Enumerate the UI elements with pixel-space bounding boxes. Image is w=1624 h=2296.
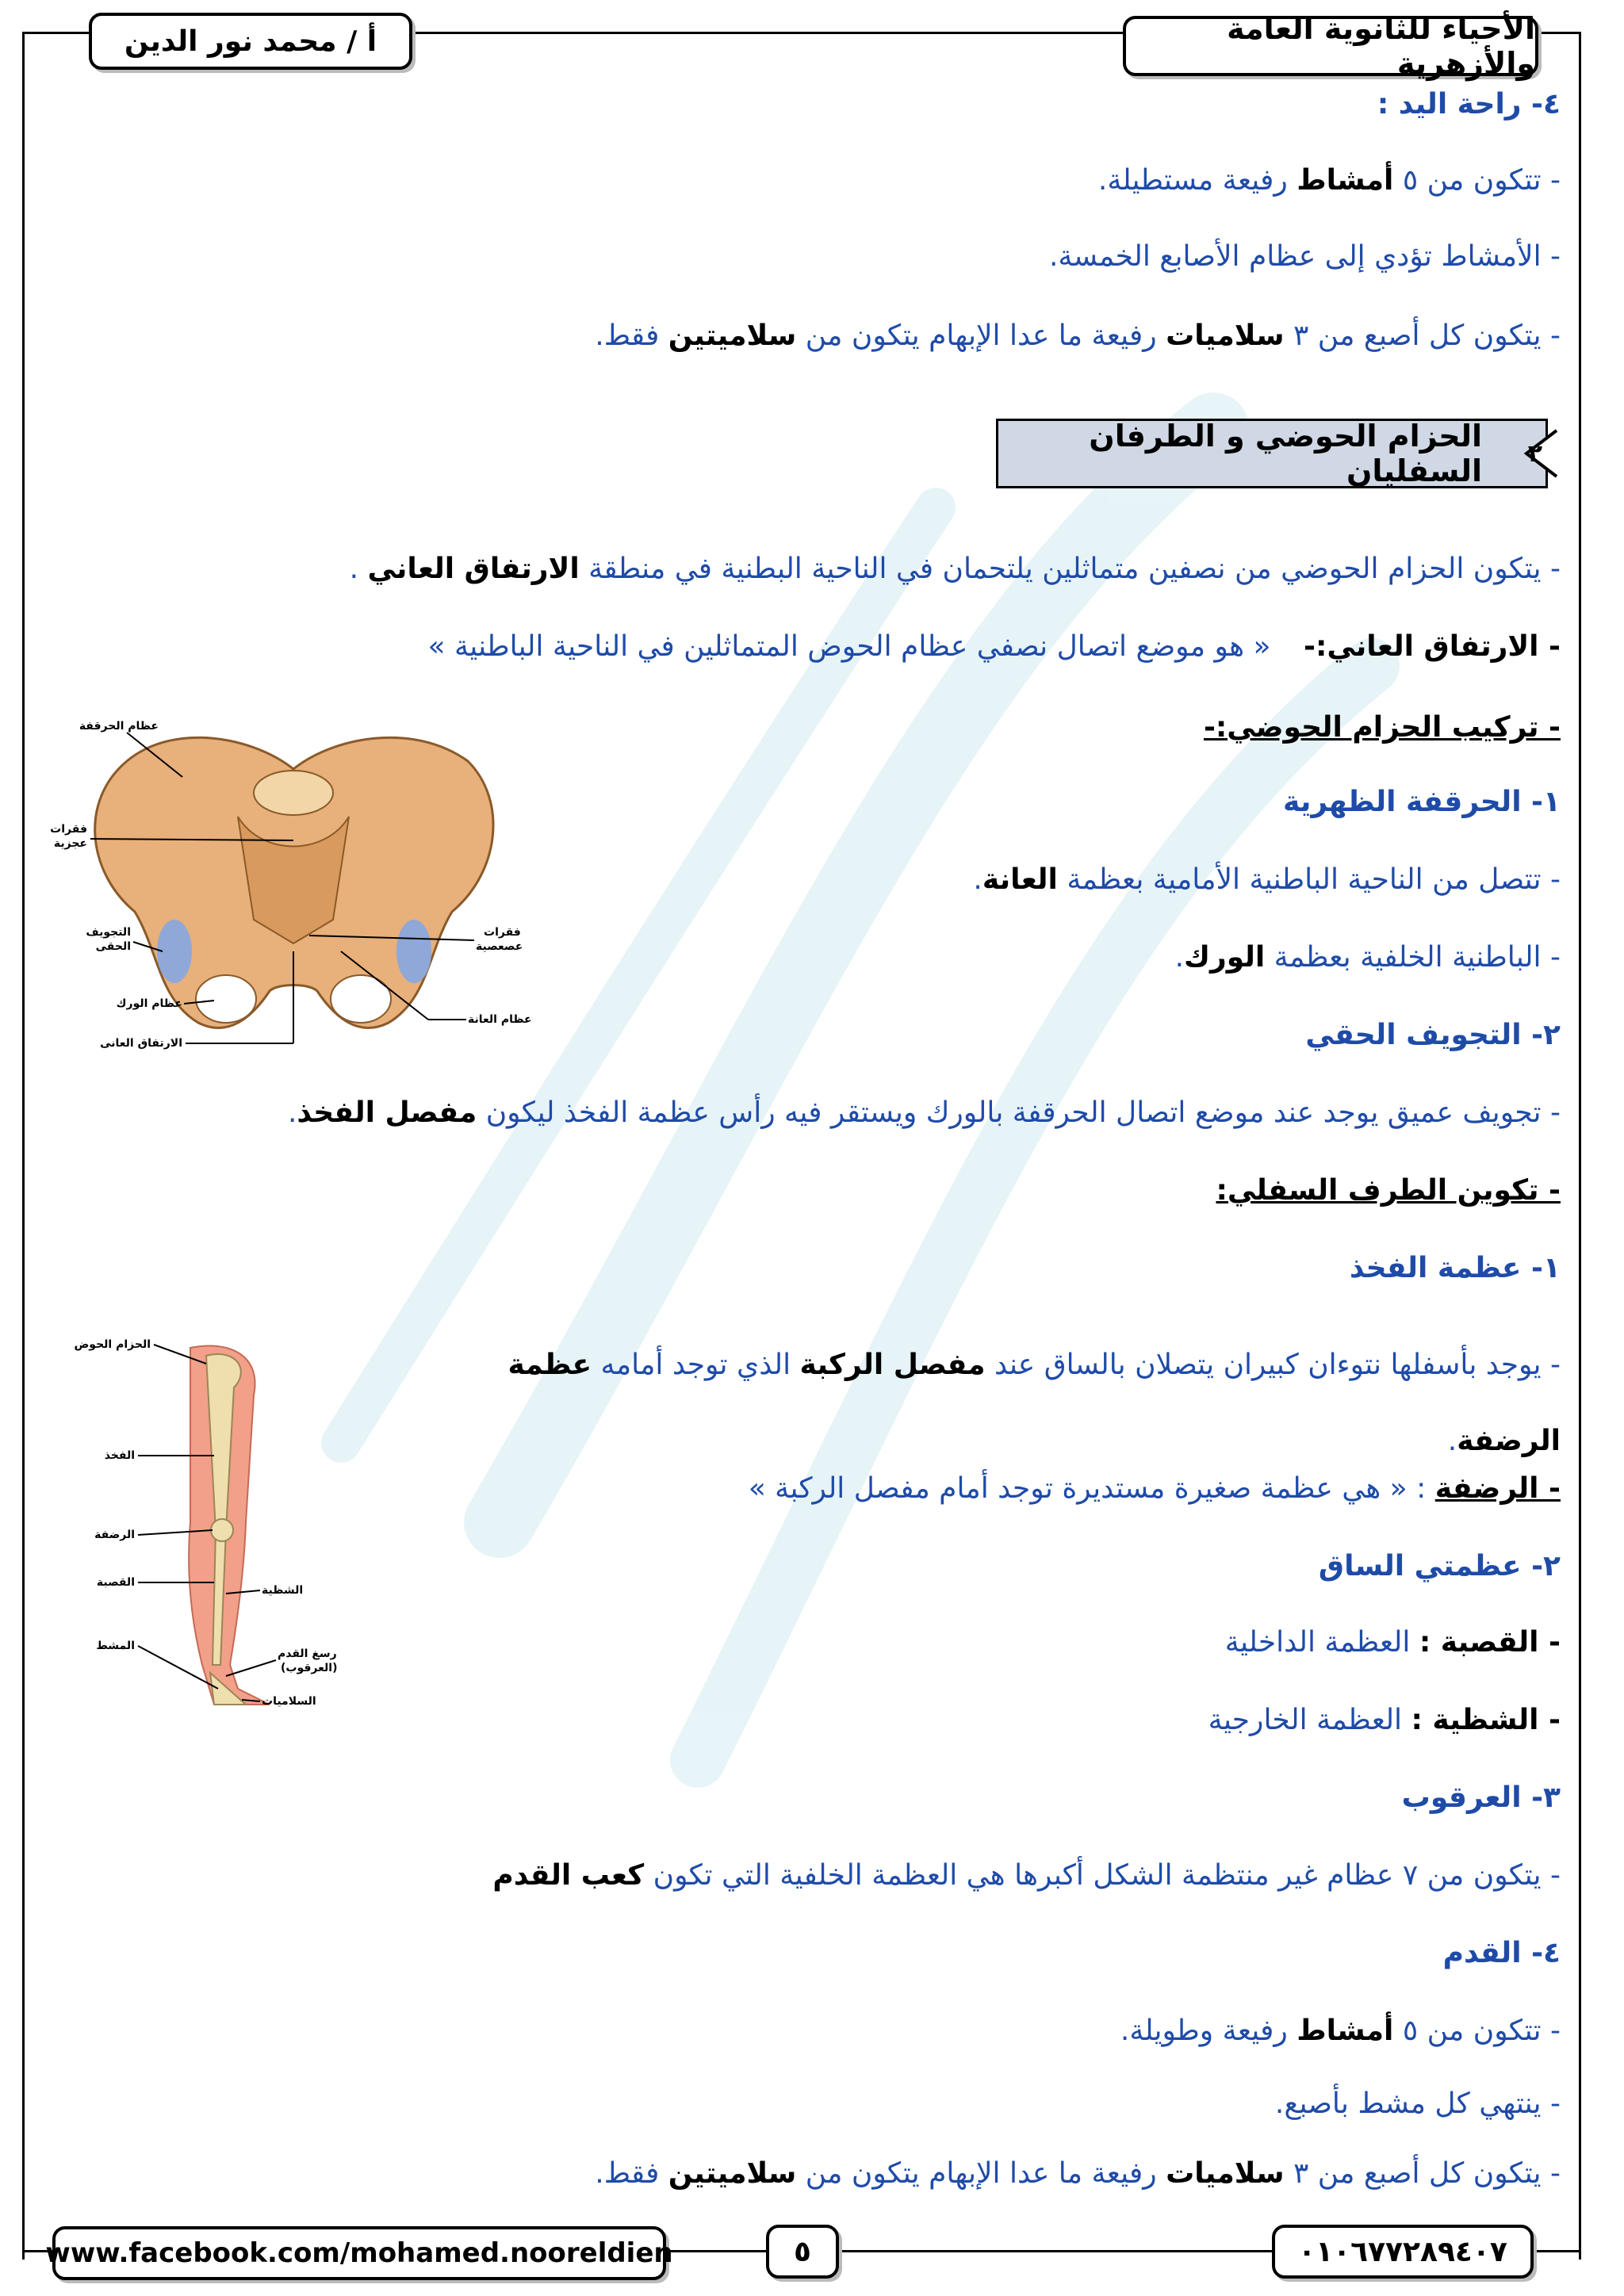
label-ischium: عظام الورك: [116, 997, 182, 1010]
palm-line-1: - تتكون من ٥ أمشاط رفيعة مستطيلة.: [1097, 164, 1561, 197]
tarsus-line: - يتكون من ٧ عظام غير منتظمة الشكل أكبرها هي العظمة الخلفية التي تكون كعب القدم: [492, 1859, 1561, 1892]
label-metatarsal: المشط: [96, 1640, 135, 1652]
label-femur: الفخذ: [104, 1449, 135, 1462]
label-sacral-2: عجزية: [53, 837, 87, 850]
ilium-heading: ١- الحرقفة الظهرية: [1283, 786, 1561, 818]
footer-page-number: ٥: [794, 2235, 811, 2268]
label-fibula: الشظية: [262, 1584, 304, 1597]
foot-heading: ٤- القدم: [1442, 1937, 1561, 1969]
label-acetabulum-1: التجويف: [86, 926, 131, 939]
label-coccyx-2: عصعصية: [476, 940, 523, 953]
symphysis-definition: - الارتفاق العاني:- « هو موضع اتصال نصفي عظام الحوض المتماثلين في الناحية الباطنية »: [427, 630, 1561, 663]
header-teacher: أ / محمد نور الدين: [124, 25, 377, 58]
footer-phone: ٠١٠٦٧٧٢٨٩٤٠٧: [1298, 2235, 1507, 2268]
palm-line-2: - الأمشاط تؤدي إلى عظام الأصابع الخمسة.: [1048, 240, 1561, 273]
tarsus-heading: ٣- العرقوب: [1401, 1781, 1561, 1814]
label-tibia: القصبة: [96, 1576, 135, 1589]
header-subject-badge: [1123, 11, 1538, 81]
section-title: الحزام الحوضي و الطرفان السفليان: [1089, 419, 1482, 488]
footer-page-number-badge: [766, 2225, 839, 2279]
leg-heading: ٢- عظمتي الساق: [1318, 1550, 1561, 1582]
fibula-line: - الشظية : العظمة الخارجية: [1208, 1704, 1561, 1736]
label-pubis: عظام العانة: [468, 1013, 532, 1026]
patella-definition: - الرضفة : « هي عظمة صغيرة مستديرة توجد أمام مفصل الركبة »: [748, 1472, 1561, 1505]
label-sacral-1: فقرات: [50, 823, 87, 836]
limb-heading: - تكوين الطرف السفلي:: [1216, 1174, 1561, 1207]
footer-facebook-link[interactable]: [45, 2226, 673, 2280]
pelvis-structure-heading: - تركيب الحزام الحوضي:-: [1203, 711, 1561, 744]
femur-line: - يوجد بأسفلها نتوءان كبيران يتصلان بالساق عند مفصل الركبة الذي توجد أمامه عظمة الرضفة.: [508, 1349, 1561, 1457]
label-acetabulum-2: الحقى: [95, 940, 131, 953]
footer-phone-badge: [1272, 2225, 1534, 2279]
tibia-line: - القصبة : العظمة الداخلية: [1224, 1626, 1561, 1659]
label-girdle: الحزام الحوض: [74, 1338, 151, 1351]
palm-line-3: - يتكون كل أصبع من ٣ سلاميات رفيعة ما عدا الإبهام يتكون من سلاميتين فقط.: [595, 320, 1561, 352]
foot-line-2: - ينتهي كل مشط بأصبع.: [1274, 2087, 1561, 2120]
label-ilium: عظام الحرقفة: [79, 720, 159, 733]
label-symphysis: الارتفاق العانى: [100, 1037, 182, 1050]
foot-line-1: - تتكون من ٥ أمشاط رفيعة وطويلة.: [1120, 2015, 1561, 2047]
ilium-line-2: - الباطنية الخلفية بعظمة الورك.: [1174, 941, 1561, 974]
palm-heading: ٤- راحة اليد :: [1377, 88, 1561, 121]
header-subject: الأحياء للثانوية العامة والأزهرية: [1227, 11, 1535, 81]
label-coccyx-1: فقرات: [484, 926, 521, 939]
acetabulum-line: - تجويف عميق يوجد عند موضع اتصال الحرقفة بالورك ويستقر فيه رأس عظمة الفخذ ليكون مفصل الفخذ.: [287, 1096, 1561, 1129]
pelvis-intro: - يتكون الحزام الحوضي من نصفين متماثلين يلتحمان في الناحية البطنية في منطقة الارتفاق العاني .: [349, 553, 1561, 585]
leg-figure: [56, 1332, 357, 1728]
acetabulum-heading: ٢- التجويف الحقي: [1305, 1019, 1561, 1051]
section-number: ٢: [1527, 439, 1542, 468]
ilium-line-1: - تتصل من الناحية الباطنية الأمامية بعظمة العانة.: [973, 863, 1561, 896]
header-teacher-badge: [89, 13, 412, 70]
pelvis-figure: [50, 714, 532, 1062]
label-patella: الرضفة: [94, 1529, 135, 1541]
foot-line-3: - يتكون كل أصبع من ٣ سلاميات رفيعة ما عدا الإبهام يتكون من سلاميتين فقط.: [595, 2157, 1561, 2190]
label-phalanges: السلاميات: [262, 1695, 316, 1708]
label-tarsus-1: رسغ القدم: [278, 1647, 337, 1660]
footer-url-text: www.facebook.com/mohamed.nooreldien: [45, 2237, 673, 2269]
femur-heading: ١- عظمة الفخذ: [1349, 1252, 1561, 1284]
section-title-box: [996, 419, 1548, 488]
label-tarsus-2: (العرقوب): [281, 1662, 338, 1674]
